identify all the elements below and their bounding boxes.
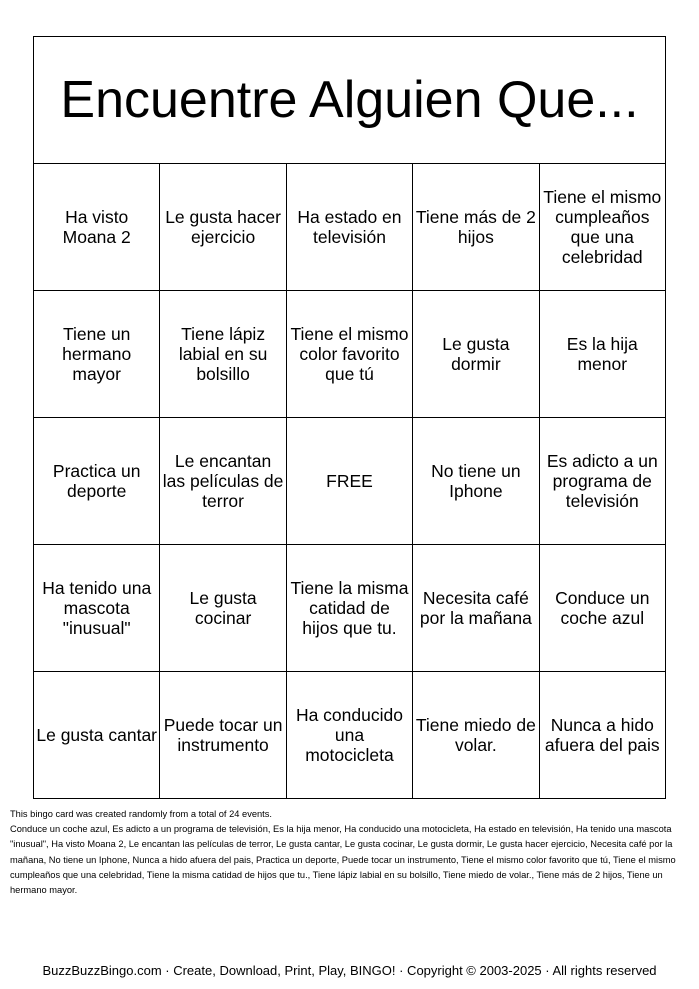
bingo-cell: Tiene un hermano mayor bbox=[34, 291, 160, 418]
bingo-cell: Conduce un coche azul bbox=[539, 545, 665, 672]
bingo-cell: Le gusta dormir bbox=[413, 291, 539, 418]
bingo-cell: Tiene miedo de volar. bbox=[413, 672, 539, 799]
bingo-cell: Tiene el mismo color favorito que tú bbox=[286, 291, 412, 418]
bingo-cell: Es la hija menor bbox=[539, 291, 665, 418]
bingo-row-1 bbox=[34, 164, 666, 291]
bingo-cell: No tiene un Iphone bbox=[413, 418, 539, 545]
bingo-cell: Ha estado en televisión bbox=[286, 164, 412, 291]
bingo-cell: Necesita café por la mañana bbox=[413, 545, 539, 672]
bingo-cell: Practica un deporte bbox=[34, 418, 160, 545]
card-info bbox=[10, 807, 689, 898]
bingo-cell: Ha tenido una mascota "inusual" bbox=[34, 545, 160, 672]
title-row bbox=[34, 37, 666, 164]
bingo-cell: Le gusta hacer ejercicio bbox=[160, 164, 286, 291]
bingo-cell: Le gusta cocinar bbox=[160, 545, 286, 672]
free-space-cell: FREE bbox=[286, 418, 412, 545]
bingo-cell: Puede tocar un instrumento bbox=[160, 672, 286, 799]
bingo-card bbox=[33, 36, 666, 799]
bingo-cell: Nunca a hido afuera del pais bbox=[539, 672, 665, 799]
card-title-cell bbox=[34, 37, 666, 164]
bingo-row-3 bbox=[34, 418, 666, 545]
bingo-cell: Le gusta cantar bbox=[34, 672, 160, 799]
bingo-cell: Ha visto Moana 2 bbox=[34, 164, 160, 291]
footer-copyright: BuzzBuzzBingo.com · Create, Download, Print, Play, BINGO! · Copyright © 2003-2025 · All rights reserved bbox=[42, 963, 657, 978]
bingo-row-4 bbox=[34, 545, 666, 672]
bingo-cell: Tiene la misma catidad de hijos que tu. bbox=[286, 545, 412, 672]
bingo-row-2 bbox=[34, 291, 666, 418]
bingo-cell: Ha conducido una motocicleta bbox=[286, 672, 412, 799]
bingo-cell: Es adicto a un programa de televisión bbox=[539, 418, 665, 545]
card-title: Encuentre Alguien Que... bbox=[60, 71, 639, 129]
creation-note: This bingo card was created randomly from a total of 24 events. bbox=[10, 809, 272, 819]
bingo-cell: Le encantan las películas de terror bbox=[160, 418, 286, 545]
events-list: Conduce un coche azul, Es adicto a un programa de televisión, Es la hija menor, Ha conducido una motocicleta, Ha estado en televisión, Ha tenido una mascota "inusual", Ha visto Moana 2, Le encantan las películas de terror, Le gusta cantar, Le gusta cocinar, Le gusta dormir, Le gusta hacer ejercicio, Necesita café por la mañana, No tiene un Iphone, Nunca a hido afuera del pais, Practica un deporte, Puede tocar un instrumento, Tiene el mismo color favorito que tú, Tiene el mismo cumpleaños que una celebridad, Tiene la misma catidad de hijos que tu., Tiene lápiz labial en su bolsillo, Tiene miedo de volar., Tiene más de 2 hijos, Tiene un hermano mayor. bbox=[10, 824, 676, 896]
bingo-row-5 bbox=[34, 672, 666, 799]
bingo-cell: Tiene lápiz labial en su bolsillo bbox=[160, 291, 286, 418]
bingo-cell: Tiene el mismo cumpleaños que una celebridad bbox=[539, 164, 665, 291]
bingo-cell: Tiene más de 2 hijos bbox=[413, 164, 539, 291]
